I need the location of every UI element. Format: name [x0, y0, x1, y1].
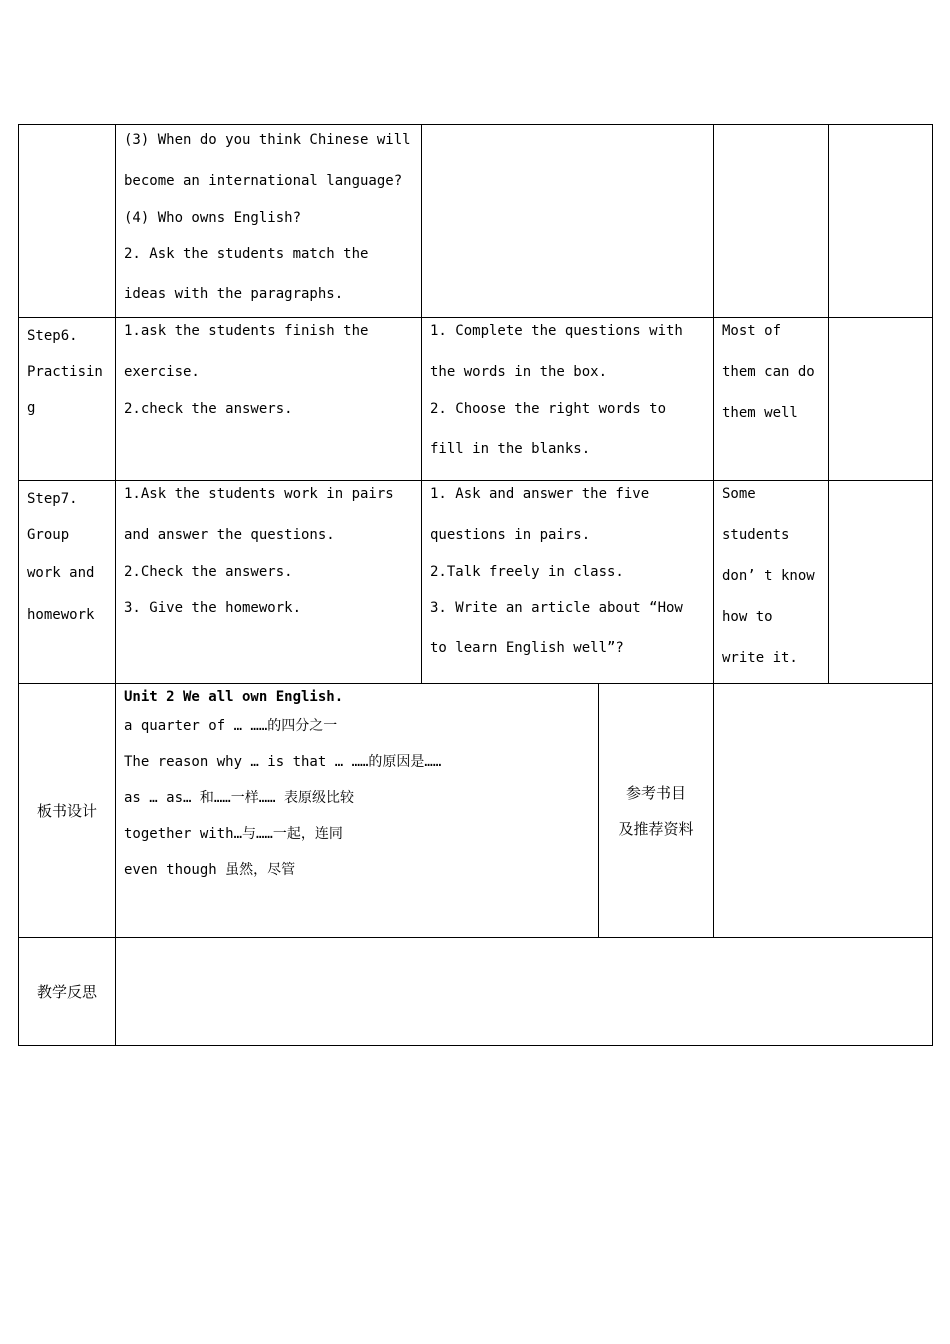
- text-line: work and: [27, 565, 95, 581]
- step-cell: [19, 125, 116, 318]
- reflection-label: 教学反思: [19, 938, 116, 1046]
- board-design-label: 板书设计: [19, 684, 116, 938]
- text-line: Group: [27, 527, 70, 543]
- feedback-cell: [714, 125, 829, 318]
- text-line: them well: [722, 405, 798, 421]
- text-line: ideas with the paragraphs.: [124, 286, 344, 302]
- text-line: a quarter of … ……的四分之一: [124, 718, 338, 734]
- table-row: [19, 938, 933, 1046]
- text-line: 参考书目: [625, 783, 686, 802]
- text-line: 2. Ask the students match the: [124, 246, 369, 262]
- text-line: 2.Check the answers.: [124, 564, 293, 580]
- text-line: and answer the questions.: [124, 527, 335, 543]
- text-line: Some: [722, 486, 756, 502]
- text-line: questions in pairs.: [430, 527, 591, 543]
- teacher-activity-cell: [116, 125, 422, 318]
- feedback-cell: [714, 318, 829, 481]
- text-line: even though 虽然，尽管: [124, 862, 296, 878]
- text-line: 1. Complete the questions with: [430, 323, 683, 339]
- text-line: don’ t know: [722, 568, 815, 584]
- text-line: exercise.: [124, 364, 200, 380]
- step-cell: [19, 481, 116, 684]
- board-design-content: [116, 684, 599, 938]
- text-line: (4) Who owns English?: [124, 210, 302, 226]
- text-line: Most of: [722, 323, 782, 339]
- references-label: [599, 684, 714, 938]
- text-line: 1.Ask the students work in pairs: [124, 486, 394, 502]
- lesson-plan-table: [18, 124, 933, 1046]
- text-line: (3) When do you think Chinese will: [124, 132, 411, 148]
- references-content: [714, 684, 933, 938]
- feedback-cell: [714, 481, 829, 684]
- student-activity-cell: [422, 481, 714, 684]
- step-cell: [19, 318, 116, 481]
- text-line: 1.ask the students finish the: [124, 323, 369, 339]
- text-line: Practisin: [27, 364, 103, 380]
- text-line: them can do: [722, 364, 815, 380]
- table-row: [19, 684, 933, 938]
- text-line: the words in the box.: [430, 364, 608, 380]
- text-line: 2. Choose the right words to: [430, 401, 667, 417]
- text-line: 3. Give the homework.: [124, 600, 302, 616]
- board-title: Unit 2 We all own English.: [124, 689, 344, 705]
- student-activity-cell: [422, 125, 714, 318]
- reflection-content: [116, 938, 933, 1046]
- text-line: The reason why … is that … ……的原因是……: [124, 754, 442, 770]
- text-line: 2.Talk freely in class.: [430, 564, 624, 580]
- student-activity-cell: [422, 318, 714, 481]
- notes-cell: [829, 125, 933, 318]
- text-line: 2.check the answers.: [124, 401, 293, 417]
- table-row: [19, 125, 933, 318]
- text-line: to learn English well”?: [430, 640, 624, 656]
- notes-cell: [829, 318, 933, 481]
- text-line: 3. Write an article about “How: [430, 600, 683, 616]
- text-line: homework: [27, 607, 95, 623]
- teacher-activity-cell: [116, 481, 422, 684]
- text-line: together with…与……一起，连同: [124, 826, 343, 842]
- text-line: Step6.: [27, 328, 78, 344]
- text-line: fill in the blanks.: [430, 441, 591, 457]
- text-line: 及推荐资料: [618, 819, 694, 838]
- table-row: [19, 481, 933, 684]
- text-line: 1. Ask and answer the five: [430, 486, 650, 502]
- text-line: g: [27, 400, 36, 416]
- teacher-activity-cell: [116, 318, 422, 481]
- text-line: students: [722, 527, 790, 543]
- notes-cell: [829, 481, 933, 684]
- table-row: [19, 318, 933, 481]
- text-line: Step7.: [27, 491, 78, 507]
- text-line: how to: [722, 609, 773, 625]
- text-line: write it.: [722, 650, 798, 666]
- text-line: as … as… 和……一样…… 表原级比较: [124, 790, 355, 806]
- text-line: become an international language?: [124, 173, 403, 189]
